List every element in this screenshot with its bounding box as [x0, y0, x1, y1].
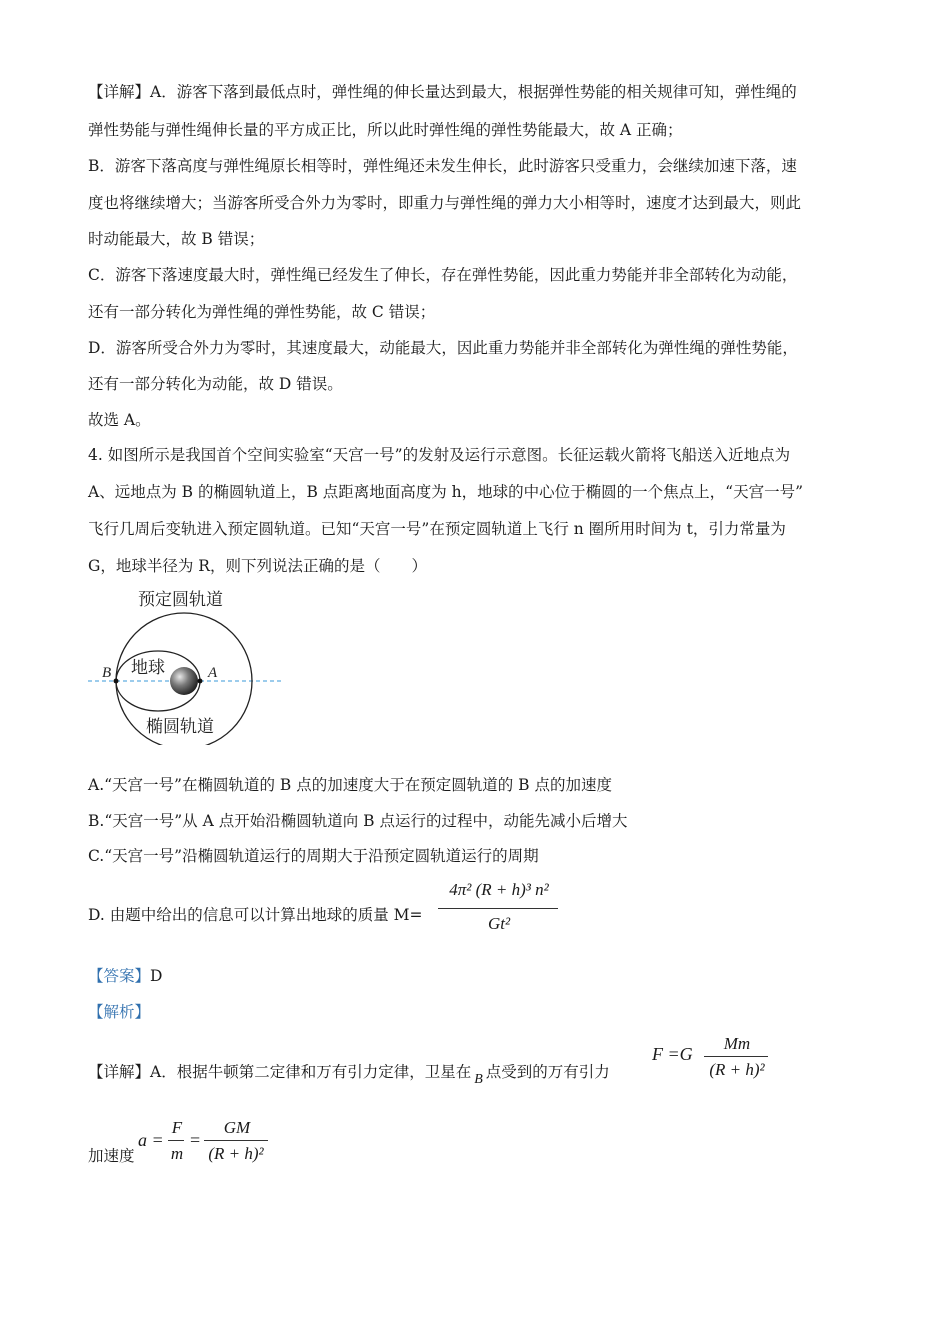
detail-a-point: B: [474, 1072, 483, 1087]
option-a: A.“天宫一号”在椭圆轨道的 B 点的加速度大于在预定圆轨道的 B 点的加速度: [88, 776, 612, 794]
detail-a-text: 【详解】A．根据牛顿第二定律和万有引力定律，卫星在: [88, 1063, 472, 1081]
accel-f1-denominator: m: [170, 1144, 184, 1163]
gravity-formula: [652, 1034, 782, 1086]
ellipse-orbit-label: 椭圆轨道: [146, 717, 214, 737]
detail-d-line-1: D．游客所受合外力为零时，其速度最大，动能最大，因此重力势能并非全部转化为弹性绳的弹性势能，: [88, 339, 798, 357]
accel-equals: =: [190, 1130, 201, 1150]
accel-f2-numerator: GM: [223, 1118, 251, 1137]
detail-c-line-1: C．游客下落速度最大时，弹性绳已经发生了伸长，存在弹性势能，因此重力势能并非全部转化为动能，: [88, 266, 798, 284]
detail-b-line-3: 时动能最大，故 B 错误；: [88, 230, 265, 248]
detail-a-line-2: 弹性势能与弹性绳伸长量的平方成正比，所以此时弹性绳的弹性势能最大，故 A 正确；: [88, 121, 683, 139]
question-line-1: 4. 如图所示是我国首个空间实验室“天宫一号”的发射及运行示意图。长征运载火箭将飞船送入近地点为: [88, 446, 791, 464]
question-line-2: A、远地点为 B 的椭圆轨道上，B 点距离地面高度为 h，地球的中心位于椭圆的一个焦点上，“天宫一号”: [88, 483, 804, 501]
formula-d-numerator: 4π² (R + h)³ n²: [449, 880, 549, 899]
analysis-label: 【解析】: [88, 1003, 151, 1021]
gravity-fraction-bar: [704, 1056, 768, 1057]
gravity-numerator: Mm: [723, 1034, 751, 1053]
earth-sphere: [170, 667, 198, 695]
answer-value: D: [150, 967, 163, 985]
gravity-denominator: (R + h)²: [709, 1060, 765, 1079]
answer-line: [88, 966, 162, 986]
detail-b-line-2: 度也将继续增大；当游客所受合外力为零时，即重力与弹性绳的弹力大小相等时，速度才达到最大，则此: [88, 194, 802, 212]
formula-d-denominator: Gt²: [487, 914, 511, 933]
point-a-dot: [198, 679, 203, 684]
answer-label: 【答案】: [88, 967, 151, 985]
detail-a-line-1: 【详解】A．游客下落到最低点时，弹性绳的伸长量达到最大，根据弹性势能的相关规律可知，弹性绳的: [88, 83, 797, 101]
detail-d-line-2: 还有一部分转化为动能，故 D 错误。: [88, 375, 343, 393]
detail-b-line-1: B．游客下落高度与弹性绳原长相等时，弹性绳还未发生伸长，此时游客只受重力，会继续加速下落，速: [88, 157, 797, 175]
option-b: B.“天宫一号”从 A 点开始沿椭圆轨道向 B 点运行的过程中，动能先减小后增大: [88, 812, 628, 830]
fraction-bar: [438, 908, 558, 909]
previous-choice: 故选 A。: [88, 411, 151, 429]
orbit-diagram: [84, 585, 294, 745]
detail-a-second: [88, 1062, 610, 1087]
point-a-label: A: [208, 665, 218, 681]
earth-label: 地球: [131, 658, 165, 678]
detail-c-line-2: 还有一部分转化为弹性绳的弹性势能，故 C 错误；: [88, 303, 436, 321]
acceleration-formula: [138, 1118, 278, 1170]
accel-f1-bar: [168, 1140, 184, 1141]
option-d-formula: [438, 880, 560, 940]
point-b-dot: [114, 679, 119, 684]
accel-f2-denominator: (R + h)²: [208, 1144, 264, 1163]
option-c: C.“天宫一号”沿椭圆轨道运行的周期大于沿预定圆轨道运行的周期: [88, 847, 539, 865]
detail-a-text-2: 点受到的万有引力: [485, 1063, 610, 1081]
gravity-lhs: F =G: [652, 1044, 693, 1064]
question-line-4: G，地球半径为 R，则下列说法正确的是（ ）: [88, 557, 427, 575]
question-line-3: 飞行几周后变轨进入预定圆轨道。已知“天宫一号”在预定圆轨道上飞行 n 圈所用时间为 t，引力常量为: [88, 520, 786, 538]
accel-f2-bar: [204, 1140, 268, 1141]
circle-orbit-label: 预定圆轨道: [138, 590, 223, 610]
accel-lhs: a =: [138, 1130, 164, 1150]
accel-label: 加速度: [88, 1147, 135, 1165]
option-d: D. 由题中给出的信息可以计算出地球的质量 M=: [88, 906, 423, 924]
accel-f1-numerator: F: [171, 1118, 183, 1137]
point-b-label: B: [102, 665, 112, 681]
